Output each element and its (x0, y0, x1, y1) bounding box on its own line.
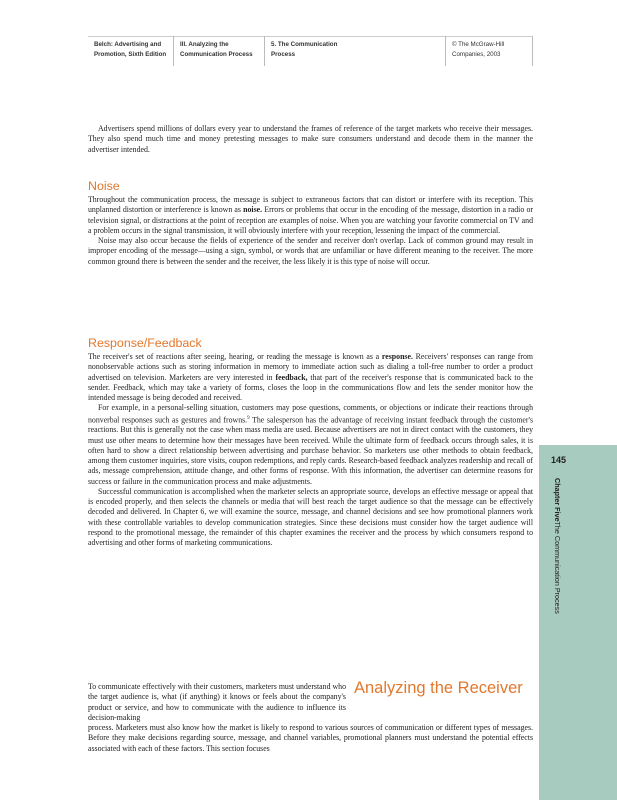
text-run: Throughout the communication process, the message is subject to extraneous factors that can distort or interfere with its reception. This unplanned distortion or interference is known as (88, 195, 533, 215)
response-feedback-heading: Response/Feedback (88, 336, 202, 350)
footnote-ref[interactable]: 9 (247, 415, 250, 421)
noise-section (88, 195, 533, 267)
header-divider (445, 36, 446, 66)
noise-paragraph-1 (88, 195, 533, 236)
noise-paragraph-2: Noise may also occur because the fields of experience of the sender and receiver don't overlap. Lack of common ground may result in improper encoding of the message—using a sign, symbol, or words that are unfamiliar or have different meaning to the receiver. The more common ground there is between the sender and the receiver, the less likely it is this type of noise will occur. (88, 236, 533, 266)
header-divider (264, 36, 265, 66)
receiver-intro-full (88, 723, 533, 754)
header-divider (532, 36, 533, 66)
term-feedback: feedback, (275, 372, 308, 382)
chapter-label: Chapter Five (553, 478, 562, 522)
text-run: that part of the receiver's response that is communicated back to the sender. Feedback, which may take a variety of forms, closes the loop in the communications flow and lets the sender monitor how the intended message is being decoded and received. (88, 372, 533, 402)
analyzing-receiver-heading: Analyzing the Receiver (354, 679, 523, 697)
header-part-title (180, 40, 253, 60)
chapter-running-head (553, 478, 562, 614)
header-chapter-line-1: 5. The Communication (271, 41, 338, 48)
response-paragraph-1 (88, 352, 533, 403)
response-paragraph-3: Successful communication is accomplished when the marketer selects an appropriate source, develops an effective message or appeal that is encoded properly, and then selects the channels or media that will best reach the target audience so that the message can be effectively decoded and delivered. In Chapter 6, we will examine the source, message, and channel decisions and see how promotional planners work with these controllable variables to develop communication strategies. Since these decisions must consider how the target audience will respond to the promotional message, the remainder of this chapter examines the receiver and the process by which consumers respond to advertising and other forms of marketing communications. (88, 486, 533, 548)
receiver-paragraph-start: To communicate effectively with their customers, marketers must understand who the target audience is, what (if anything) it knows or feels about the company's product or service, and how to communicate with the audience to influence its decision-making (88, 682, 346, 722)
text-run: For example, in a personal-selling situation, customers may pose questions, comments, or objections or indicate their reactions through nonverbal responses such as gestures and frowns. (88, 403, 533, 425)
text-run: Errors or problems that occur in the encoding of the message, distortion in a radio or television signal, or distractions at the point of reception are examples of noise. When you are watching your favorite commercial on TV and a problem occurs in the signal transmission, it will obviously interfere with your reception, lessening the impact of the commercial. (88, 205, 533, 235)
header-divider (173, 36, 174, 66)
intro-section (88, 124, 533, 155)
response-paragraph-2 (88, 403, 533, 487)
text-run: The salesperson has the advantage of receiving instant feedback through the customer's reactions. But this is generally not the case when mass media are used. Because advertisers are not in direct contact with the customers, they must use other means to determine how their messages have been received. While the ultimate form of feedback occurs through sales, it is often hard to show a direct relationship between advertising and purchase behavior. So marketers use other methods to obtain feedback, among them customer inquiries, store visits, coupon redemptions, and reply cards. Research-based feedback analyzes readership and recall of ads, message comprehension, attitude change, and other forms of response. With this information, the advertiser can determine reasons for success or failure in the communication process and make adjustments. (88, 415, 533, 486)
header-book-line-2: Promotion, Sixth Edition (94, 51, 167, 58)
chapter-side-tab (539, 445, 617, 800)
receiver-paragraph-continued: process. Marketers must also know how the market is likely to respond to various sources of communication or different types of messages. Before they make decisions regarding source, message, and channel variables, promotional planners must understand the potential effects associated with each of these factors. This section focuses (88, 723, 533, 753)
term-noise: noise. (243, 205, 263, 215)
header-part-line-1: III. Analyzing the (180, 41, 229, 48)
header-part-line-2: Communication Process (180, 51, 253, 58)
header-chapter-line-2: Process (271, 51, 296, 58)
header-book-line-1: Belch: Advertising and (94, 41, 162, 48)
intro-paragraph: Advertisers spend millions of dollars every year to understand the frames of reference of the target markets who receive their messages. They also spend much time and money pretesting messages to make sure consumers understand and decode them in the manner the advertiser intended. (88, 124, 533, 154)
response-section (88, 352, 533, 548)
header-top-rule (88, 36, 532, 37)
page-number: 145 (551, 455, 567, 465)
header-chapter-title (271, 40, 337, 60)
header-book-title (94, 40, 166, 60)
chapter-title: The Communication Process (553, 521, 562, 614)
term-response: response. (381, 352, 413, 361)
header-copyright-line-1: © The McGraw-Hill (452, 41, 505, 48)
header-copyright (452, 40, 504, 60)
text-run: Receivers' responses can range from nonobservable actions such as storing information in memory to immediate action such as dialing a toll-free number to order a product advertised on television. Marketers are very interested in (88, 352, 533, 382)
receiver-intro-narrow (88, 682, 346, 723)
header-copyright-line-2: Companies, 2003 (452, 51, 501, 58)
text-run: The receiver's set of reactions after seeing, hearing, or reading the message is known as a (88, 352, 382, 361)
noise-heading: Noise (88, 179, 120, 193)
